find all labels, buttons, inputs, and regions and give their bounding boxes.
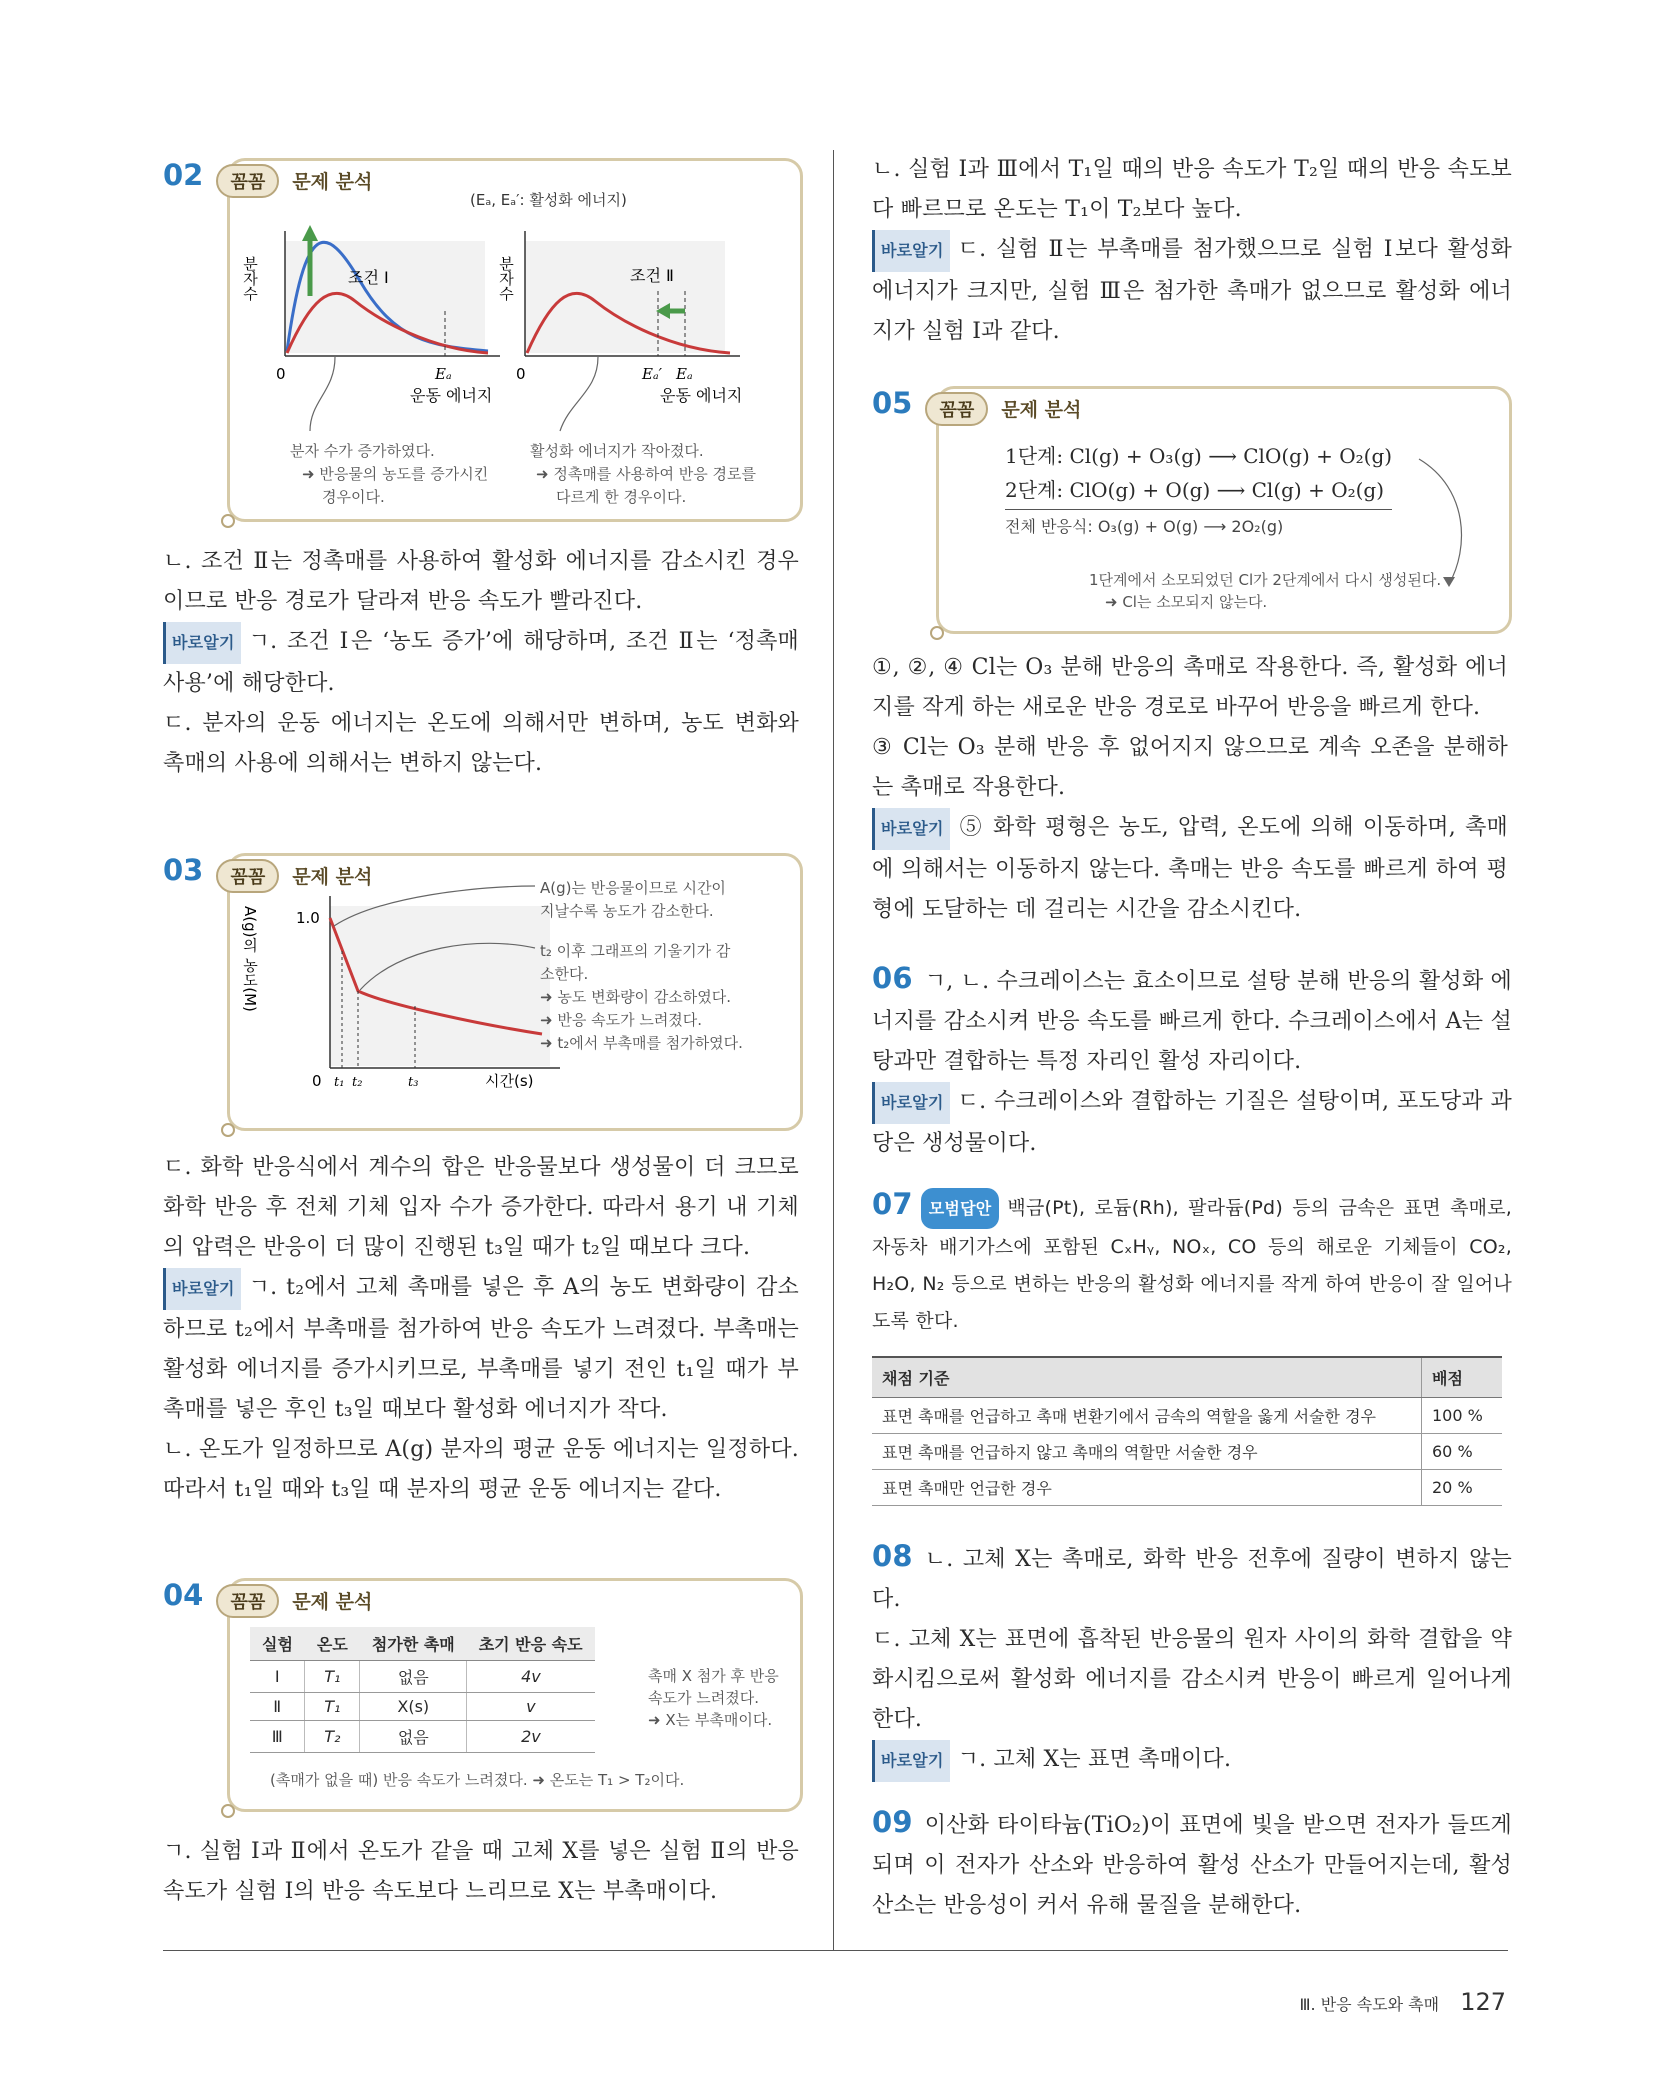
q04-cell: 2v [467, 1721, 595, 1753]
q02-note-right-2: ➜ 정촉매를 사용하여 반응 경로를 [536, 465, 757, 483]
q02-number: 02 [163, 158, 204, 192]
q09-number: 09 [872, 1805, 913, 1839]
q02-note-right-3: 다르게 한 경우이다. [556, 488, 687, 506]
question-06 [872, 958, 1512, 1164]
q02-ea-left: Eₐ [435, 365, 452, 383]
chapter-title: Ⅲ. 반응 속도와 촉매 [1299, 1995, 1440, 2014]
q07-th-score: 배점 [1422, 1357, 1503, 1398]
q02-heading [163, 158, 372, 198]
q03-answer [163, 1148, 799, 1510]
q02-answer [163, 542, 799, 784]
q03-heading [163, 853, 372, 893]
q03-t3: t₃ [408, 1075, 419, 1090]
table-row [250, 1693, 595, 1721]
q05-p1: ①, ②, ④ Cl는 O₃ 분해 반응의 촉매로 작용한다. 즉, 활성화 에너지를 작게 하는 새로운 반응 경로로 바꾸어 반응을 빠르게 한다. [872, 655, 1508, 720]
page-footer [1300, 1988, 1506, 2016]
question-09 [872, 1802, 1512, 1926]
q07-grading-table [872, 1356, 1502, 1506]
q06-p2: ㄷ. 수크레이스와 결합하는 기질은 설탕이며, 포도당과 과당은 생성물이다. [872, 1089, 1512, 1156]
q05-barum-tag: 바로알기 [872, 808, 950, 850]
q02-energy-diagram [230, 161, 790, 511]
q05-note-b: ➜ Cl는 소모되지 않는다. [1105, 593, 1268, 611]
q02-xlabel-right: 운동 에너지 [660, 386, 743, 405]
q02-ea1-right: Eₐ′ [642, 365, 662, 383]
q02-panel [227, 158, 803, 522]
q05-step1: 1단계: Cl(g) + O₃(g) ⟶ ClO(g) + O₂(g) [1005, 444, 1393, 468]
q02-analysis-label: 문제 분석 [292, 171, 373, 193]
q03-number: 03 [163, 853, 204, 887]
q03-barum-tag: 바로알기 [163, 1268, 241, 1310]
q07-criteria-cell: 표면 촉매를 언급하지 않고 촉매의 역할만 서술한 경우 [872, 1434, 1422, 1470]
q08-barum-tag: 바로알기 [872, 1740, 950, 1782]
q03-note1a: A(g)는 반응물이므로 시간이 [540, 879, 726, 897]
q02-note-right-1: 활성화 에너지가 작아졌다. [530, 442, 704, 460]
q02-ea2-right: Eₐ [676, 365, 693, 383]
q04-th-1: 온도 [305, 1627, 360, 1661]
q04-cell: X(s) [360, 1693, 467, 1721]
q03-xlabel: 시간(s) [485, 1072, 534, 1090]
q04-analysis-label: 문제 분석 [292, 1591, 373, 1613]
column-divider [833, 150, 834, 1950]
q04-note-a: 촉매 X 첨가 후 반응 [648, 1667, 779, 1685]
q04-bottom-note: (촉매가 없을 때) 반응 속도가 느려졌다. ➜ 온도는 T₁ > T₂이다. [270, 1771, 685, 1789]
q05-note-a: 1단계에서 소모되었던 Cl가 2단계에서 다시 생성된다. [1089, 571, 1442, 589]
q07-model-answer-tag: 모범답안 [921, 1188, 1000, 1229]
q07-criteria-cell: 표면 촉매만 언급한 경우 [872, 1470, 1422, 1506]
q05-number: 05 [872, 386, 913, 420]
q05-note [1089, 569, 1441, 613]
footer-rule [163, 1950, 1508, 1951]
q05-heading [872, 386, 1081, 426]
q07-criteria-cell: 표면 촉매를 언급하고 촉매 변환기에서 금속의 역할을 옳게 서술한 경우 [872, 1398, 1422, 1434]
q04-cell: T₁ [305, 1693, 360, 1721]
q04-cell: v [467, 1693, 595, 1721]
q03-note2e: ➜ t₂에서 부촉매를 첨가하였다. [540, 1034, 743, 1052]
q06-barum-tag: 바로알기 [872, 1082, 950, 1124]
table-row [250, 1721, 595, 1753]
q02-cond2: 조건 Ⅱ [630, 266, 674, 285]
q04-pill: 꼼꼼 [216, 1584, 279, 1618]
q08-number: 08 [872, 1539, 913, 1573]
q02-xlabel-left: 운동 에너지 [410, 386, 493, 405]
q02-origin-left: 0 [276, 365, 286, 383]
q04-cell: T₂ [305, 1721, 360, 1753]
q03-note2c: ➜ 농도 변화량이 감소하였다. [540, 988, 732, 1006]
q05-pill: 꼼꼼 [925, 392, 988, 426]
q04-p3: ㄷ. 실험 Ⅱ는 부촉매를 첨가했으므로 실험 Ⅰ보다 활성화 에너지가 크지만, 실험 Ⅲ은 첨가한 촉매가 없으므로 활성화 에너지가 실험 Ⅰ과 같다. [872, 237, 1512, 344]
question-08 [872, 1536, 1512, 1782]
q04-p2: ㄴ. 실험 Ⅰ과 Ⅲ에서 T₁일 때의 반응 속도가 T₂일 때의 반응 속도보다 빠르므로 온도는 T₁이 T₂보다 높다. [872, 157, 1512, 222]
q04-cell: Ⅲ [250, 1721, 305, 1753]
q02-pill: 꼼꼼 [216, 164, 279, 198]
q04-answer [163, 1832, 799, 1912]
q04-th-2: 첨가한 촉매 [360, 1627, 467, 1661]
q08-p1: ㄴ. 고체 X는 촉매로, 화학 반응 전후에 질량이 변하지 않는다. [872, 1547, 1512, 1612]
q04-cell: Ⅰ [250, 1661, 305, 1693]
q07-number: 07 [872, 1187, 913, 1221]
q02-p3: ㄷ. 분자의 운동 에너지는 온도에 의해서만 변하며, 농도 변화와 촉매의 사용에 의해서는 변하지 않는다. [163, 711, 799, 776]
q07-score-cell: 20 % [1422, 1470, 1503, 1506]
q04-cell: 없음 [360, 1661, 467, 1693]
q04-heading [163, 1578, 372, 1618]
q04-number: 04 [163, 1578, 204, 1612]
q06-number: 06 [872, 961, 913, 995]
q04-cell: 없음 [360, 1721, 467, 1753]
q03-t1: t₁ [334, 1075, 345, 1090]
question-07 [872, 1186, 1512, 1506]
q07-score-cell: 60 % [1422, 1434, 1503, 1470]
table-row [872, 1398, 1502, 1434]
q07-p1: 백금(Pt), 로듐(Rh), 팔라듐(Pd) 등의 금속은 표면 촉매로, 자동차 배기가스에 포함된 CₓHᵧ, NOₓ, CO 등의 해로운 기체들이 CO₂, H₂O, N₂ 등으로 변하는 반응의 활성화 에너지를 작게 하여 반응이 잘 일어나도록 한다. [872, 1197, 1512, 1332]
q02-ylabel-right: 분자수 [497, 256, 515, 301]
q03-ylabel: A(g)의 농도(M) [241, 906, 259, 1012]
q02-caption: (Eₐ, Eₐ′: 활성화 에너지) [470, 191, 627, 209]
q03-p1: ㄷ. 화학 반응식에서 계수의 합은 반응물보다 생성물이 더 크므로 화학 반응 후 전체 기체 입자 수가 증가한다. 따라서 용기 내 기체의 압력은 반응이 더 많이 진행된 t₃일 때가 t₂일 때보다 크다. [163, 1155, 799, 1260]
q04-cell: T₁ [305, 1661, 360, 1693]
q02-note-left-1: 분자 수가 증가하였다. [290, 442, 435, 460]
q03-panel [227, 853, 803, 1131]
q05-step2: 2단계: ClO(g) + O(g) ⟶ Cl(g) + O₂(g) [1005, 473, 1392, 510]
q03-note1b: 지날수록 농도가 감소한다. [540, 902, 714, 920]
q05-p3: ⑤ 화학 평형은 농도, 압력, 온도에 의해 이동하며, 촉매에 의해서는 이동하지 않는다. 촉매는 반응 속도를 빠르게 하여 평형에 도달하는 데 걸리는 시간을 감소시킨다. [872, 815, 1508, 922]
q04-barum-tag: 바로알기 [872, 230, 950, 272]
q04-th-3: 초기 반응 속도 [467, 1627, 595, 1661]
table-row [250, 1661, 595, 1693]
q05-analysis-label: 문제 분석 [1001, 399, 1082, 421]
q02-barum-tag: 바로알기 [163, 622, 241, 664]
q02-cond1: 조건 Ⅰ [348, 268, 389, 287]
page-number: 127 [1460, 1988, 1506, 2016]
q02-ylabel-left: 분자수 [241, 256, 259, 301]
q03-y1: 1.0 [296, 909, 320, 927]
q02-origin-right: 0 [516, 365, 526, 383]
q05-answer [872, 648, 1508, 930]
q02-note-left-2: ➜ 반응물의 농도를 증가시킨 [302, 465, 489, 483]
q03-p2: ㄱ. t₂에서 고체 촉매를 넣은 후 A의 농도 변화량이 감소하므로 t₂에서 부촉매를 첨가하여 반응 속도가 느려졌다. 부촉매는 활성화 에너지를 증가시키므로, 부촉매를 넣기 전인 t₁일 때가 부촉매를 넣은 후인 t₃일 때보다 활성화 에너지가 작다. [163, 1275, 799, 1422]
q03-note2b: 소한다. [540, 965, 589, 983]
q04-th-0: 실험 [250, 1627, 305, 1661]
q04-cell: Ⅱ [250, 1693, 305, 1721]
q04-note-c: ➜ X는 부촉매이다. [648, 1711, 773, 1729]
q07-th-criteria: 채점 기준 [872, 1357, 1422, 1398]
q05-overall: 전체 반응식: O₃(g) + O(g) ⟶ 2O₂(g) [1005, 517, 1284, 536]
q03-note2a: t₂ 이후 그래프의 기울기가 감 [540, 942, 731, 960]
table-row [872, 1470, 1502, 1506]
q03-origin: 0 [312, 1072, 322, 1090]
q02-note-left-3: 경우이다. [322, 488, 385, 506]
q03-pill: 꼼꼼 [216, 859, 279, 893]
q08-p3: ㄱ. 고체 X는 표면 촉매이다. [957, 1747, 1232, 1772]
q04-p1: ㄱ. 실험 Ⅰ과 Ⅱ에서 온도가 같을 때 고체 X를 넣은 실험 Ⅱ의 반응 속도가 실험 Ⅰ의 반응 속도보다 느리므로 X는 부촉매이다. [163, 1839, 799, 1904]
table-row [872, 1434, 1502, 1470]
question-04-continued [872, 150, 1512, 352]
q04-cell: 4v [467, 1661, 595, 1693]
q08-p2: ㄷ. 고체 X는 표면에 흡착된 반응물의 원자 사이의 화학 결합을 약화시킴으로써 활성화 에너지를 감소시켜 반응이 빠르게 일어나게 한다. [872, 1627, 1512, 1732]
q03-concentration-graph [230, 856, 790, 1121]
q05-p2: ③ Cl는 O₃ 분해 반응 후 없어지지 않으므로 계속 오존을 분해하는 촉매로 작용한다. [872, 735, 1508, 800]
q03-analysis-label: 문제 분석 [292, 866, 373, 888]
q02-p1: ㄴ. 조건 Ⅱ는 정촉매를 사용하여 활성화 에너지를 감소시킨 경우이므로 반응 경로가 달라져 반응 속도가 빨라진다. [163, 549, 799, 614]
q03-note2d: ➜ 반응 속도가 느려졌다. [540, 1011, 703, 1029]
q05-mechanism [1005, 439, 1392, 544]
q04-side-note [648, 1665, 798, 1731]
q04-table [250, 1627, 595, 1753]
q03-t2: t₂ [352, 1075, 363, 1090]
q07-score-cell: 100 % [1422, 1398, 1503, 1434]
q09-p1: 이산화 타이타늄(TiO₂)이 표면에 빛을 받으면 전자가 들뜨게 되며 이 전자가 산소와 반응하여 활성 산소가 만들어지는데, 활성 산소는 반응성이 커서 유해 물질을 분해한다. [872, 1813, 1512, 1918]
q03-p3: ㄴ. 온도가 일정하므로 A(g) 분자의 평균 운동 에너지는 일정하다. 따라서 t₁일 때와 t₃일 때 분자의 평균 운동 에너지는 같다. [163, 1437, 799, 1502]
q02-p2: ㄱ. 조건 Ⅰ은 ‘농도 증가’에 해당하며, 조건 Ⅱ는 ‘정촉매 사용’에 해당한다. [163, 629, 799, 696]
q04-note-b: 속도가 느려졌다. [648, 1689, 759, 1707]
q06-p1: ㄱ, ㄴ. 수크레이스는 효소이므로 설탕 분해 반응의 활성화 에너지를 감소시켜 반응 속도를 빠르게 한다. 수크레이스에서 A는 설탕과만 결합하는 특정 자리인 활성 자리이다. [872, 969, 1512, 1074]
